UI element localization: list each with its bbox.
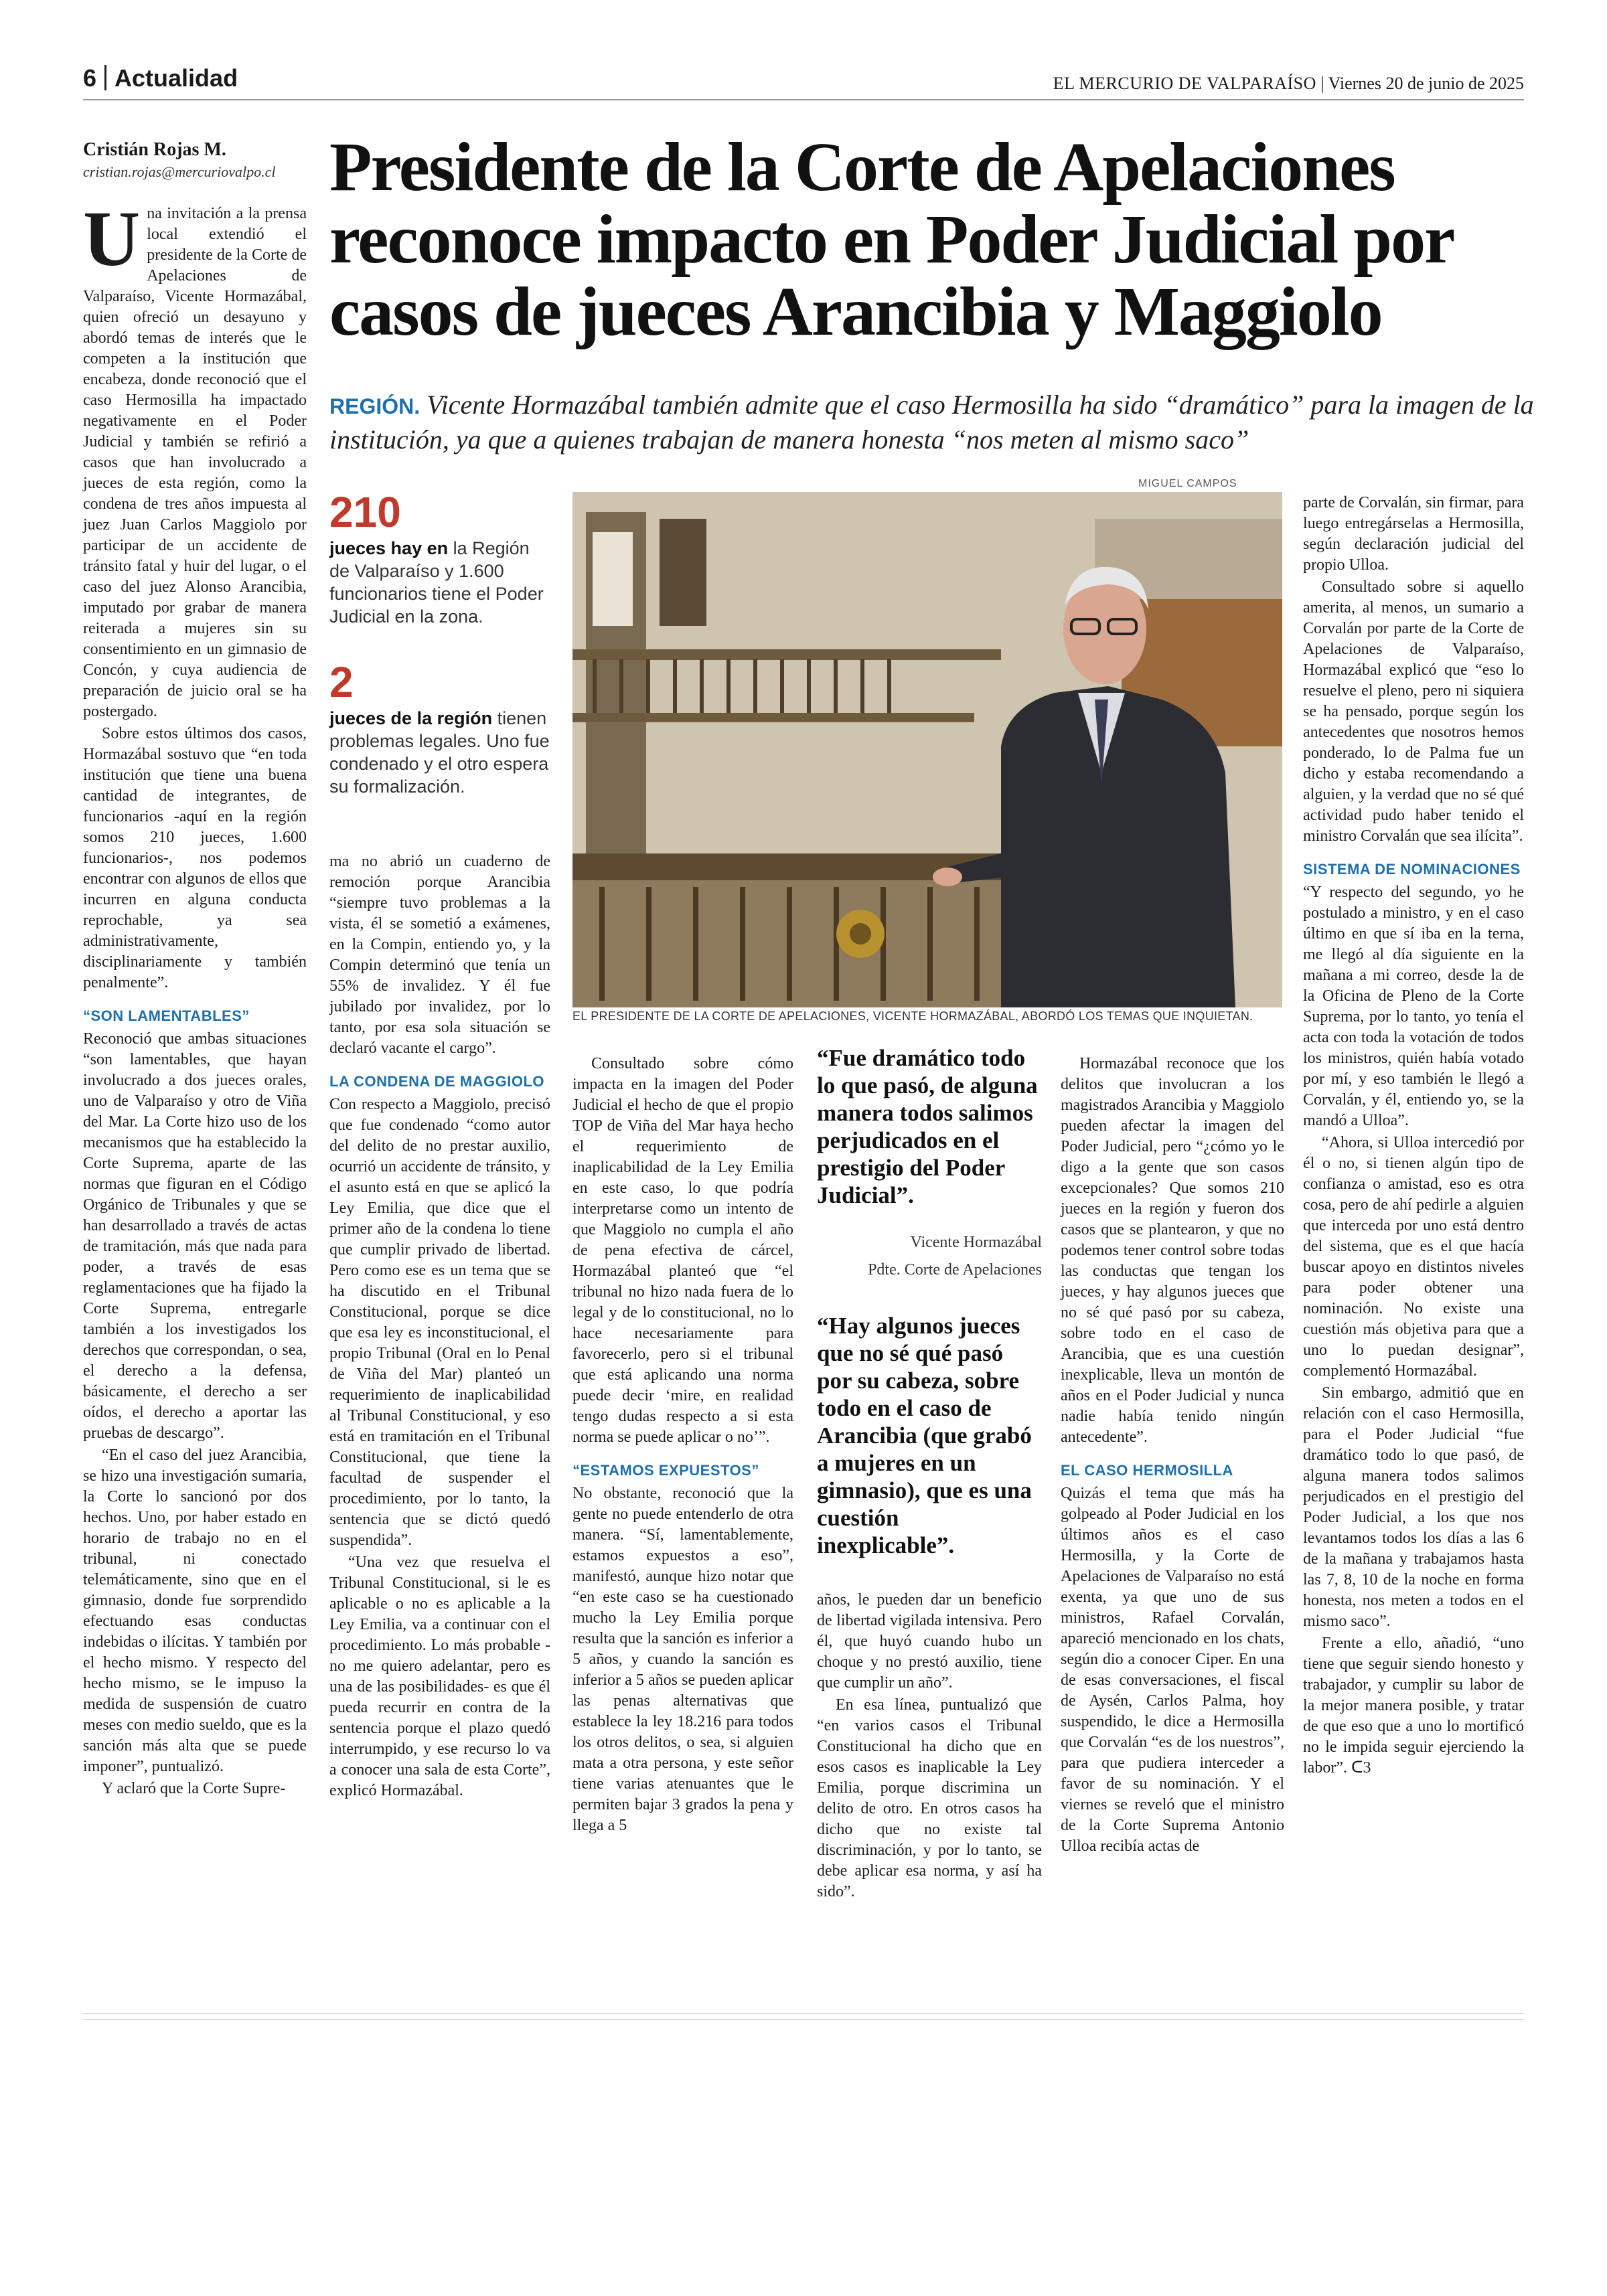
- deck-text: Vicente Hormazábal también admite que el caso Hermosilla ha sido “dramático” para la imagen de la institución, ya que a quienes trabajan de manera honesta “nos meten al mismo saco”: [329, 390, 1534, 455]
- paragraph: Frente a ello, añadió, “uno tiene que seguir siendo honesto y trabajador, y cumplir su labor de la mejor manera posible, y tratar de que eso que a uno lo mortificó no le impida seguir ejerciendo la labor”. ᑕ3: [1303, 1635, 1524, 1777]
- article-photo: [572, 492, 1282, 1007]
- photo-credit: MIGUEL CAMPOS: [1138, 478, 1237, 489]
- headline: Presidente de la Corte de Apelaciones reconoce impacto en Poder Judicial por casos de jueces Arancibia y Maggiolo: [329, 129, 1453, 350]
- footer-rule: [83, 2019, 1524, 2020]
- paragraph: Una invitación a la prensa local extendió el presidente de la Corte de Apelaciones de Valparaíso, Vicente Hormazábal, quien ofreció un desayuno y abordó temas de interés que le competen a la institución que encabeza, donde reconoció que el caso Hermosilla ha impactado negativamente en el Poder Judicial y también se refirió a casos que han involucrado a jueces de esta región, como la condena de tres años impuesta al juez Juan Carlos Maggiolo por participar de un accidente de tránsito fatal y huir del lugar, o el caso del juez Alonso Arancibia, imputado por grabar de manera reiterada a mujeres sin su consentimiento en un gimnasio de Concón, y cuya audiencia de preparación de juicio oral se ha postergado.: [83, 195, 307, 720]
- photo-illustration: [572, 492, 1282, 1007]
- fact-number: 2: [329, 658, 354, 706]
- paragraph: Quizás el tema que más ha golpeado al Poder Judicial en los últimos años es el caso Hermosilla, y la Corte de Apelaciones de Valparaíso no está exenta, ya que uno de sus ministros, Rafael Corvalán, apareció mencionado en los chats, según dio a conocer Ciper. En una de esas conversaciones, el fiscal de Aysén, Carlos Palma, hoy suspendido, le dice a Hermosilla que Corvalán “es de los nuestros”, para que pudiera interceder a favor de su nominación. Y el viernes se reveló que el ministro de la Corte Suprema Antonio Ulloa recibía actas de: [1061, 1485, 1284, 1855]
- article-column-6: [1303, 493, 1524, 1780]
- paragraph: “Ahora, si Ulloa intercedió por él o no, si tienen algún tipo de confianza o amistad, eso es otra cosa, pero de ahí pedirle a alguien que interceda por uno está dentro del sistema, que es el que hacía buscar apoyo en distintos niveles para poder obtener una nominación. No existe una cuestión más objetiva para que a uno lo puedan designar”, complementó Hormazábal.: [1303, 1134, 1524, 1380]
- paragraph: Consultado sobre cómo impacta en la imagen del Poder Judicial el hecho de que el propio TOP de Viña del Mar haya hecho el requerimiento de inaplicabilidad de la Ley Emilia en este caso, lo que podría interpretarse como un intento de que Maggiolo no cumpla el año de pena efectiva de cárcel, Hormazábal planteó que “el tribunal no hizo nada fuera de lo legal y de lo constitucional, no lo hace necesariamente para favorecerlo, pero si el tribunal que está aplicando una norma puede decir ‘mire, en realidad tengo dudas respecto a si esta norma se puede aplicar o no’”.: [572, 1055, 793, 1446]
- article-column-2: [329, 851, 550, 1803]
- pull-quote-text: “Fue dramático todo lo que pasó, de alguna manera todos salimos perjudicados en el prestigio del Poder Judicial”.: [817, 1045, 1038, 1208]
- article-column-4: [817, 1590, 1042, 1904]
- publication-name: EL MERCURIO DE VALPARAÍSO: [1053, 74, 1316, 93]
- paragraph: Reconoció que ambas situaciones “son lamentables, que hayan involucrado a dos jueces orales, uno de Valparaíso y otro de Viña del Mar. La Corte hizo uso de los mecanismos que ha establecido la Corte Suprema, aparte de las normas que figuran en el Código Orgánico de Tribunales y que se han desarrollado a través de actas de tramitación, más que nada para poder, a través de esas reglamentaciones que ha fijado la Corte Suprema, entregarle también a los investigados los derechos que correspondan, o sea, el derecho a la defensa, básicamente, el derecho a ser oídos, el derecho a aportar las pruebas de descargo”.: [83, 1030, 307, 1442]
- quote-name: Vicente Hormazábal: [910, 1234, 1042, 1251]
- article-column-3: [572, 1054, 793, 1837]
- subhead: LA CONDENA DE MAGGIOLO: [329, 1073, 545, 1090]
- paragraph: Con respecto a Maggiolo, precisó que fue condenado “como autor del delito de no prestar auxilio, ocurrió un accidente de tránsito, y el asunto está en que se aplicó la Ley Emilia, que dice que el primer año de la condena lo tiene que cumplir privado de libertad. Pero como ese es un tema que se ha discutido en el Tribunal Constitucional, porque se dice que esa ley es inconstitucional, el propio Tribunal (Oral en lo Penal de Viña del Mar) planteó un requerimiento de inaplicabilidad al Tribunal Constitucional, y eso está en tramitación en el Tribunal Constitucional, que tiene la facultad de suspender el procedimiento, por lo tanto, la sentencia que se dictó quedó suspendida”.: [329, 1096, 550, 1549]
- paragraph: “Una vez que resuelva el Tribunal Constitucional, si le es aplicable o no es aplicable a la Ley Emilia, va a continuar con el procedimiento. Lo más probable -no me quiero adelantar, pero es una de las posibilidades- es que él pueda recurrir en contra de la sentencia porque el plazo quedó interrumpido, y ese recurso lo va a conocer una sala de esta Corte”, explicó Hormazábal.: [329, 1554, 550, 1799]
- photo-caption: EL PRESIDENTE DE LA CORTE DE APELACIONES, VICENTE HORMAZÁBAL, ABORDÓ LOS TEMAS QUE INQUIETAN.: [572, 1009, 1253, 1023]
- paragraph: En esa línea, puntualizó que “en varios casos el Tribunal Constitucional ha dicho que en esos casos es inaplicable la Ley Emilia, porque discrimina un delito de otro. En otros casos ha dicho que no existe tal discriminación, y por lo tanto, se debe aplicar esa norma, y así ha sido”.: [817, 1696, 1042, 1900]
- subhead: “ESTAMOS EXPUESTOS”: [572, 1462, 759, 1479]
- subhead: EL CASO HERMOSILLA: [1061, 1462, 1233, 1479]
- page-number: 6: [83, 64, 97, 92]
- subhead: “SON LAMENTABLES”: [83, 1007, 250, 1024]
- header-rule: [83, 99, 1524, 100]
- publication-line: [1053, 74, 1524, 94]
- paragraph: “Y respecto del segundo, yo he postulado a ministro, y en el caso último en que sí iba en la terna, me llegó al día siguiente en la mañana a mi correo, desde la de la Oficina de Pleno de la Corte Suprema, por lo tanto, yo tenía el acta con toda la votación de todos los ministros, quién había votado por mí, y eso también le llegó a Corvalán, y él, entiendo yo, se la mandó a Ulloa”.: [1303, 884, 1524, 1129]
- header-separator: [104, 65, 106, 90]
- deck-kicker: REGIÓN.: [329, 394, 420, 418]
- fact-text: jueces de la región tienen problemas legales. Uno fue condenado y el otro espera su formalización.: [329, 708, 550, 797]
- fact-number: 210: [329, 488, 401, 536]
- paragraph: Consultado sobre si aquello amerita, al menos, un sumario a Corvalán por parte de la Corte de Apelaciones de Valparaíso, Hormazábal explicó que “eso lo resuelve el pleno, pero ni siquiera se ha pensado, porque según los antecedentes que nosotros hemos ponderado, lo de Palma fue un dicho y estaba recomendando a alguien, y la verdad que no sé qué actividad pudo haber tenido el ministro Corvalán que sea ilícita”.: [1303, 578, 1524, 845]
- byline-author: Cristián Rojas M.: [83, 139, 226, 160]
- paragraph: años, le pueden dar un beneficio de libertad vigilada intensiva. Pero él, que huyó cuando hubo un choque y no prestó auxilio, tiene que cumplir un año”.: [817, 1591, 1042, 1692]
- paragraph: Hormazábal reconoce que los delitos que involucran a los magistrados Arancibia y Maggiolo pueden afectar la imagen del Poder Judicial, pero “¿cómo yo le digo a la gente que son casos excepcionales? Que somos 210 jueces en la región y fueron dos casos que se plantearon, y que no podemos tener control sobre todas las conductas que tengan los jueces, y hay algunos jueces que no sé qué pasó por su cabeza, sobre todo en el caso de Arancibia, que es una cuestión inexplicable, lleva un montón de años en el Poder Judicial y nunca nadie había tenido ningún antecedente”.: [1061, 1055, 1284, 1446]
- section-header: [83, 64, 238, 92]
- paragraph: “En el caso del juez Arancibia, se hizo una investigación sumaria, la Corte lo sancionó por dos hechos. Uno, por haber estado en horario de trabajo no en el tribunal, ni conectado telemáticamente, sino que en el gimnasio, donde fue sorprendido efectuando esas conductas indebidas o ilícitas. Y también por el hecho mismo. Y respecto del hecho mismo, se le impuso la medida de suspensión de cuatro meses con medio sueldo, que es la sanción más alta que se puede imponer”, puntualizó.: [83, 1447, 307, 1775]
- fact-text: jueces hay en la Región de Valparaíso y 1.600 funcionarios tiene el Poder Judicial en la zona.: [329, 538, 544, 627]
- byline-email[interactable]: cristian.rojas@mercuriovalpo.cl: [83, 163, 276, 180]
- article-column-5: [1061, 1054, 1284, 1858]
- paragraph: ma no abrió un cuaderno de remoción porque Arancibia “siempre tuvo problemas a la vista, él se sometió a exámenes, en la Compin, entiendo yo, y la Compin determinó que tenía un 55% de invalidez. Y él fue jubilado por invalidez, por lo tanto, por esa sola situación se declaró vacante el cargo”.: [329, 853, 550, 1057]
- paragraph: Sin embargo, admitió que en relación con el caso Hermosilla, para el Poder Judicial “fue dramático todo lo que pasó, de alguna manera todos salimos perjudicados en el prestigio del Poder Judicial, a los que nos levantamos todos los días a las 6 de la mañana y trabajamos hasta las 7, 8, 10 de la noche en forma honesta, nos meten a todos en el mismo saco”.: [1303, 1384, 1524, 1630]
- subhead: SISTEMA DE NOMINACIONES: [1303, 861, 1521, 878]
- paragraph: Sobre estos últimos dos casos, Hormazábal sostuvo que “en toda institución que tiene una buena cantidad de integrantes, de funcionarios -aquí en la región somos 210 jueces, 1.600 funcionarios-, nos podemos encontrar con algunos de ellos que incurren en alguna conducta reprochable, ya sea administrativamente, disciplinariamente y también penalmente”.: [83, 725, 307, 991]
- article-column-1: [83, 195, 307, 1801]
- header-divider: |: [1320, 74, 1328, 93]
- pull-quote: [817, 1044, 1042, 1284]
- section-name: Actualidad: [114, 64, 238, 92]
- fact-box: [329, 487, 550, 798]
- paragraph: No obstante, reconoció que la gente no puede entenderlo de otra manera. “Sí, lamentablemente, estamos expuestos a eso”, manifestó, aunque hizo notar que “en este caso se ha cuestionado mucho la Ley Emilia porque resulta que la sanción es inferior a 5 años, y cuando la sanción es inferior a 5 años se pueden aplicar las penas alternativas que establece la ley 18.216 para todos los otros delitos, o sea, si alguien mata a otra persona, y este señor tiene varias atenuantes que le permiten bajar 3 grados la pena y llega a 5: [572, 1485, 793, 1834]
- paragraph: parte de Corvalán, sin firmar, para luego entregárselas a Hermosilla, según declaración judicial del propio Ulloa.: [1303, 494, 1524, 574]
- drop-cap: U: [83, 195, 141, 282]
- paragraph: Y aclaró que la Corte Supre-: [102, 1780, 286, 1797]
- quote-role: Pdte. Corte de Apelaciones: [868, 1261, 1042, 1279]
- pull-quote: [817, 1312, 1042, 1559]
- end-mark: ᑕ3: [1351, 1759, 1371, 1777]
- deck: [329, 388, 1535, 457]
- publication-date: Viernes 20 de junio de 2025: [1328, 74, 1524, 93]
- pull-quote-text: “Hay algunos jueces que no sé qué pasó por su cabeza, sobre todo en el caso de Arancibia (que grabó a mujeres en un gimnasio), que es una cuestión inexplicable”.: [817, 1313, 1032, 1558]
